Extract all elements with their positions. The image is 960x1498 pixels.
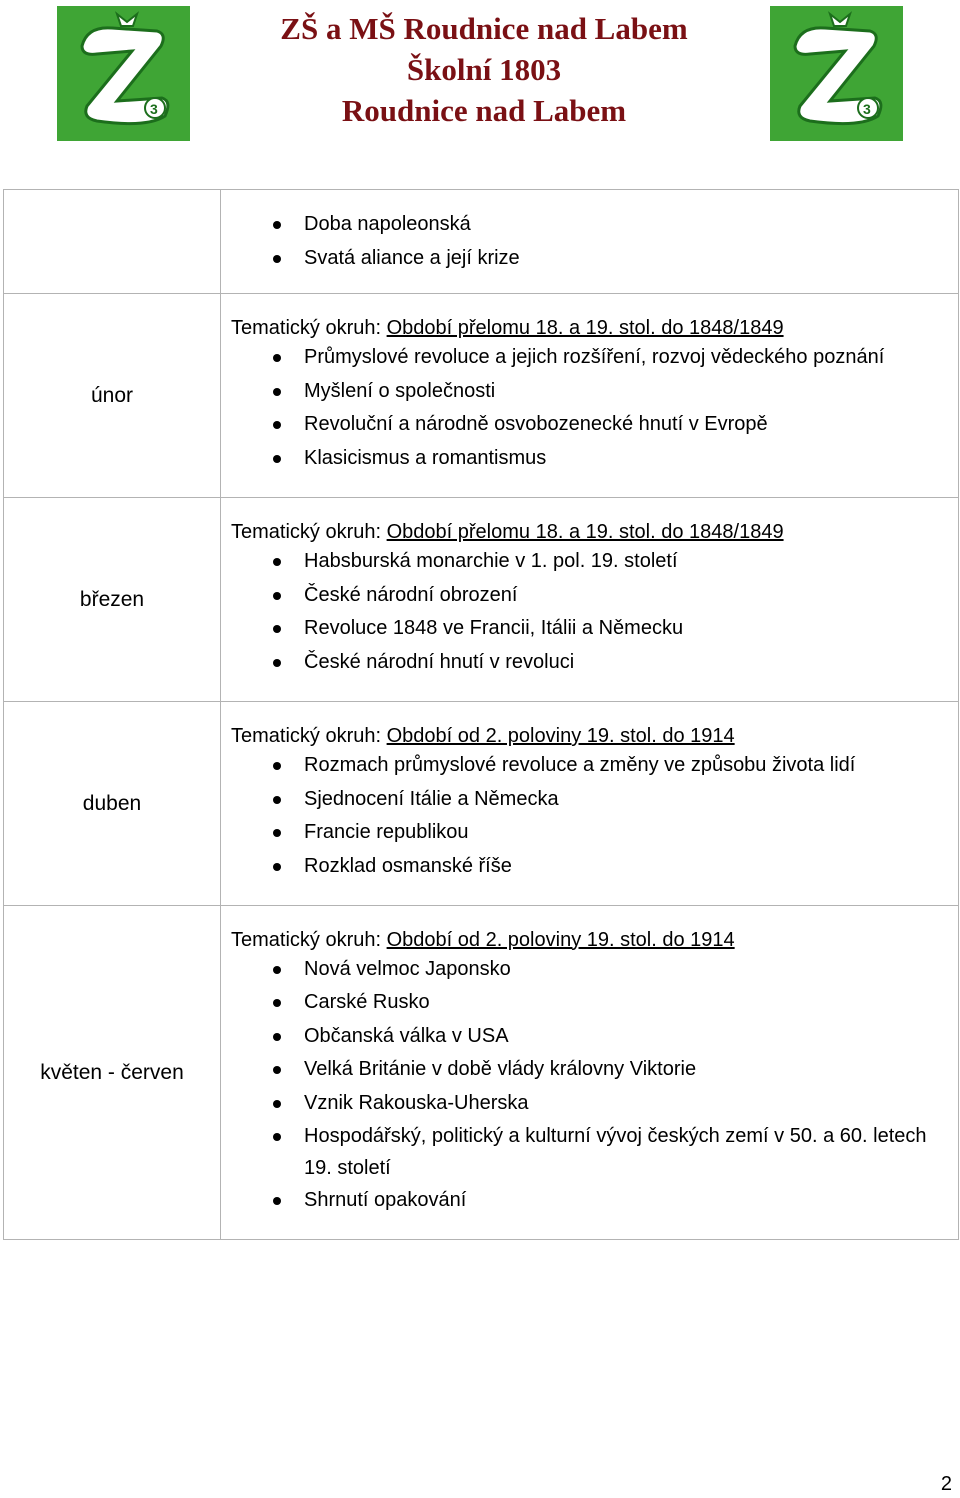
school-title-line3: Roudnice nad Labem: [341, 93, 627, 128]
topic-prefix: Tematický okruh:: [231, 521, 387, 543]
school-title: [200, 8, 768, 131]
list-item: Revoluční a národně osvobozenecké hnutí v Evropě: [5, 408, 958, 442]
svg-text:3: 3: [863, 101, 871, 117]
school-logo-right: [770, 6, 903, 141]
list-item: Shrnutí opakování: [5, 1184, 958, 1218]
list-item: Myšlení o společnosti: [5, 375, 958, 409]
table-row: [4, 190, 959, 294]
content-cell: [221, 294, 959, 498]
list-item: Carské Rusko: [5, 986, 958, 1020]
list-item: Habsburská monarchie v 1. pol. 19. století: [5, 545, 958, 579]
list-item: Svatá aliance a její krize: [5, 242, 958, 276]
page-number: 2: [940, 1473, 952, 1495]
topic-list: [5, 749, 958, 883]
zs-logo-icon: [770, 6, 903, 141]
topic-list: [5, 953, 958, 1218]
page-header: [0, 0, 960, 150]
list-item: Rozklad osmanské říše: [5, 850, 958, 884]
list-item: Vznik Rakouska-Uherska: [5, 1087, 958, 1121]
month-cell: duben: [4, 702, 221, 906]
content-cell: [221, 498, 959, 702]
table-row: [4, 702, 959, 906]
topic-link[interactable]: Období přelomu 18. a 19. stol. do 1848/1849: [386, 317, 784, 339]
list-item: Hospodářský, politický a kulturní vývoj českých zemí v 50. a 60. letech 19. století: [5, 1120, 958, 1184]
list-item: Průmyslové revoluce a jejich rozšíření, rozvoj vědeckého poznání: [5, 341, 958, 375]
list-item: Revoluce 1848 ve Francii, Itálii a Německu: [5, 612, 958, 646]
topic-heading: [5, 724, 958, 749]
topic-list: [5, 208, 958, 275]
topic-heading: [5, 928, 958, 953]
content-cell: [221, 190, 959, 294]
table-row: [4, 294, 959, 498]
list-item: Sjednocení Itálie a Německa: [5, 783, 958, 817]
table-row: [4, 906, 959, 1240]
topic-prefix: Tematický okruh:: [231, 928, 387, 951]
topic-prefix: Tematický okruh:: [231, 725, 387, 747]
month-cell: únor: [4, 294, 221, 498]
content-cell: [221, 906, 959, 1240]
topic-list: [5, 341, 958, 475]
list-item: Občanská válka v USA: [5, 1020, 958, 1054]
school-title-line1: ZŠ a MŠ Roudnice nad Labem: [280, 11, 688, 46]
list-item: České národní obrození: [5, 579, 958, 613]
month-cell: březen: [4, 498, 221, 702]
topic-prefix: Tematický okruh:: [231, 317, 387, 339]
list-item: České národní hnutí v revoluci: [5, 646, 958, 680]
topic-list: [5, 545, 958, 679]
table-row: [4, 498, 959, 702]
school-logo-left: [57, 6, 190, 141]
topic-heading: [5, 520, 958, 545]
list-item: Velká Británie v době vlády královny Viktorie: [5, 1053, 958, 1087]
topic-link[interactable]: Období od 2. poloviny 19. stol. do 1914: [386, 928, 735, 951]
topic-heading: [5, 316, 958, 341]
svg-text:3: 3: [150, 101, 158, 117]
list-item: Rozmach průmyslové revoluce a změny ve způsobu života lidí: [5, 749, 958, 783]
zs-logo-icon: [57, 6, 190, 141]
list-item: Klasicismus a romantismus: [5, 442, 958, 476]
list-item: Doba napoleonská: [5, 208, 958, 242]
month-cell: květen - červen: [4, 906, 221, 1240]
list-item: Nová velmoc Japonsko: [5, 953, 958, 987]
curriculum-table: [3, 189, 959, 1240]
topic-link[interactable]: Období přelomu 18. a 19. stol. do 1848/1849: [386, 521, 784, 543]
school-title-line2: Školní 1803: [406, 52, 562, 87]
topic-link[interactable]: Období od 2. poloviny 19. stol. do 1914: [386, 725, 735, 747]
content-cell: [221, 702, 959, 906]
list-item: Francie republikou: [5, 816, 958, 850]
